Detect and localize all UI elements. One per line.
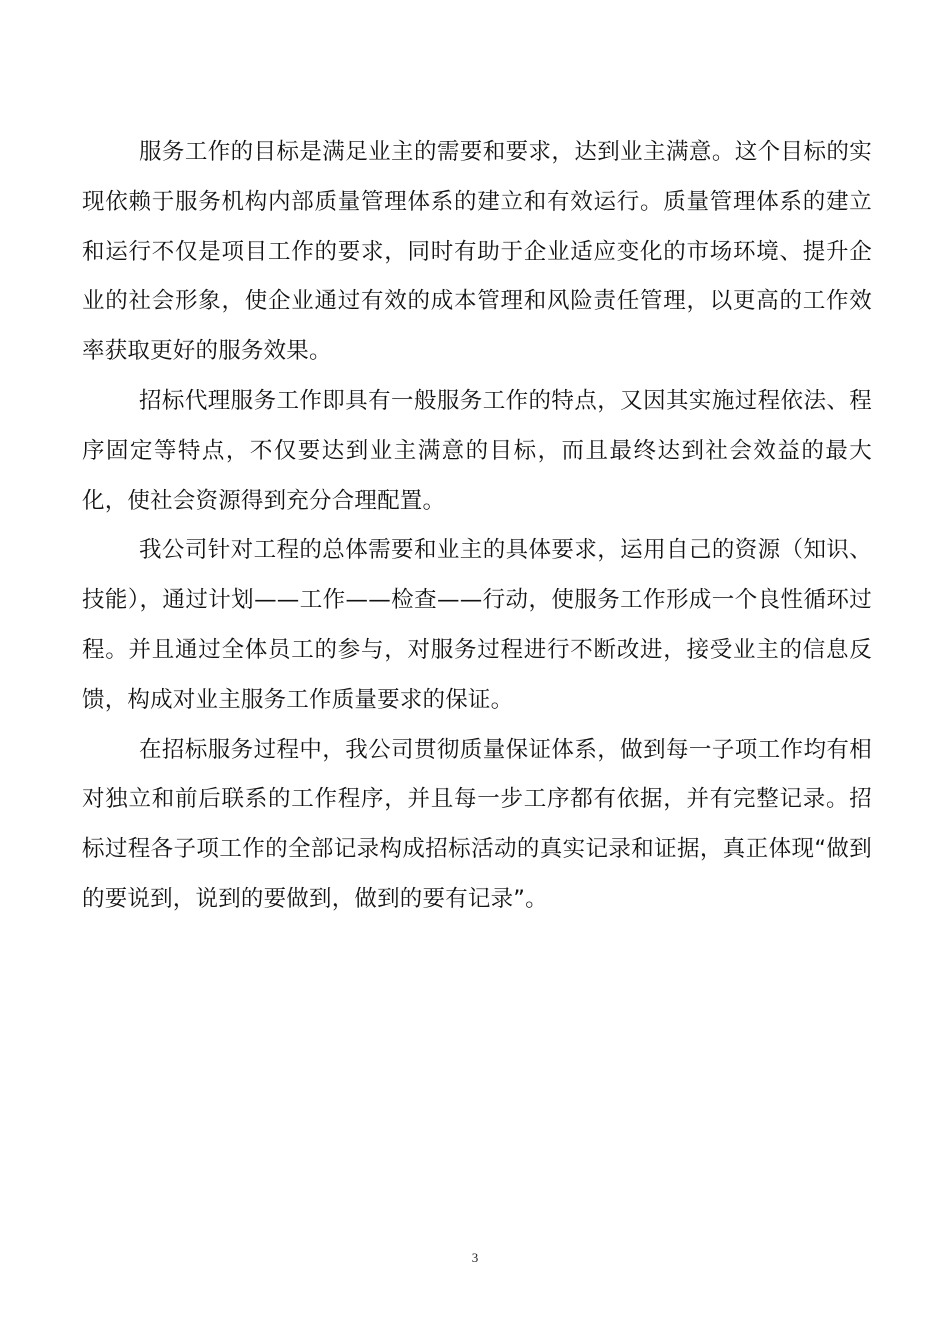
body-text — [82, 128, 872, 925]
page-number: 3 — [471, 1250, 479, 1265]
paragraph-company-approach: 我公司针对工程的总体需要和业主的具体要求，运用自己的资源（知识、技能），通过计划——工作——检查——行动，使服务工作形成一个良性循环过程。并且通过全体员工的参与，对服务过程进行不断改进，接受业主的信息反馈，构成对业主服务工作质量要求的保证。 — [82, 537, 872, 713]
paragraph-bidding-agency: 招标代理服务工作即具有一般服务工作的特点，又因其实施过程依法、程序固定等特点，不仅要达到业主满意的目标，而且最终达到社会效益的最大化，使社会资源得到充分合理配置。 — [82, 387, 872, 514]
paragraph-service-goal: 服务工作的目标是满足业主的需要和要求，达到业主满意。这个目标的实现依赖于服务机构内部质量管理体系的建立和有效运行。质量管理体系的建立和运行不仅是项目工作的要求，同时有助于企业适应变化的市场环境、提升企业的社会形象，使企业通过有效的成本管理和风险责任管理，以更高的工作效率获取更好的服务效果。 — [82, 139, 872, 365]
paragraph-quality-assurance: 在招标服务过程中，我公司贯彻质量保证体系，做到每一子项工作均有相对独立和前后联系的工作程序，并且每一步工序都有依据，并有完整记录。招标过程各子项工作的全部记录构成招标活动的真实记录和证据，真正体现“做到的要说到，说到的要做到，做到的要有记录”。 — [82, 736, 872, 912]
